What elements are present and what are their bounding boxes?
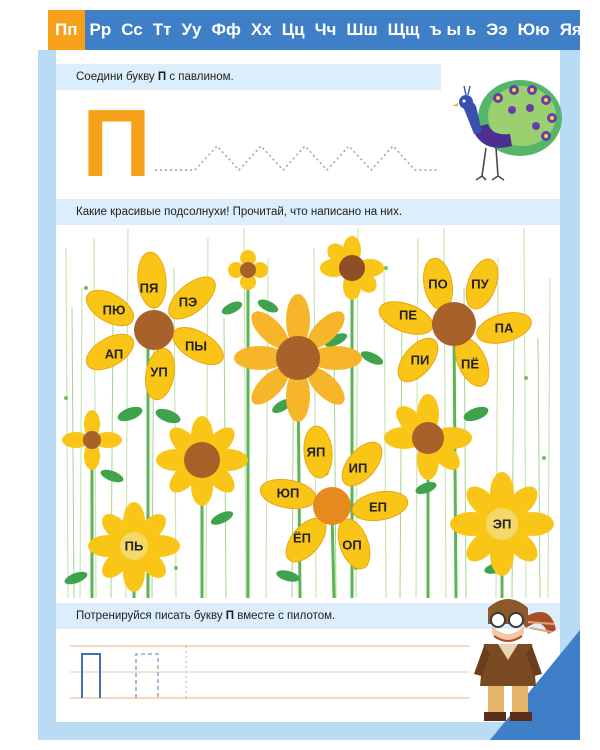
syllable-label: ОП bbox=[342, 537, 362, 553]
syllable-label: ПЭ bbox=[178, 294, 198, 310]
sunflower-small-left bbox=[62, 410, 122, 470]
syllable-label: ПЫ bbox=[184, 338, 208, 354]
syllable-label: АП bbox=[104, 346, 124, 362]
syllable-label: ПЕ bbox=[398, 307, 418, 323]
sunflower-top-middle bbox=[320, 236, 384, 300]
alphabet-item: Сс bbox=[121, 20, 143, 39]
traced-letter-p bbox=[82, 654, 100, 698]
alphabet-item: Фф bbox=[211, 20, 241, 39]
alphabet-item: ъ ы ь bbox=[429, 20, 477, 39]
sunflower-left-middle bbox=[156, 416, 248, 506]
syllable-label: ЁП bbox=[292, 530, 312, 546]
pilot-illustration bbox=[470, 590, 560, 725]
sunflower-right-middle bbox=[384, 394, 472, 480]
syllable-label: ПЯ bbox=[139, 280, 159, 296]
syllable-label: ЕП bbox=[368, 499, 388, 515]
peacock-illustration bbox=[452, 76, 562, 186]
instruction-letter: П bbox=[225, 610, 235, 622]
syllable-label: ЮП bbox=[276, 485, 300, 501]
alphabet-header bbox=[48, 10, 580, 50]
alphabet-item: Хх bbox=[250, 20, 272, 39]
alphabet-item: Цц bbox=[281, 20, 305, 39]
dotted-zigzag-path[interactable] bbox=[155, 138, 445, 178]
instruction-sunflowers: Какие красивые подсолнухи! Прочитай, что написано на них. bbox=[56, 199, 560, 225]
instruction-text: с павлином. bbox=[166, 71, 234, 83]
syllable-label: ПЁ bbox=[460, 356, 480, 372]
syllable-label: ПЮ bbox=[102, 302, 126, 318]
writing-practice-lines[interactable] bbox=[70, 640, 470, 710]
syllable-label: ИП bbox=[348, 460, 368, 476]
alphabet-item: Уу bbox=[181, 20, 202, 39]
syllable-label: ЯП bbox=[306, 444, 326, 460]
alphabet-item-active: Пп bbox=[48, 10, 85, 50]
syllable-label: ПО bbox=[428, 276, 448, 292]
instruction-letter: П bbox=[157, 71, 167, 83]
sunflower-scene bbox=[56, 228, 560, 598]
syllable-label: УП bbox=[150, 364, 168, 380]
alphabet-item: Рр bbox=[89, 20, 112, 39]
syllable-label: ПУ bbox=[471, 276, 489, 292]
instruction-text: Потренируйся писать букву bbox=[76, 610, 226, 622]
page-frame-left bbox=[38, 50, 56, 740]
dashed-letter-p bbox=[136, 654, 158, 698]
alphabet-item: Юю bbox=[517, 20, 550, 39]
instruction-text: Соедини букву bbox=[76, 71, 158, 83]
alphabet-item: Яя bbox=[559, 20, 582, 39]
alphabet-item: Ээ bbox=[486, 20, 508, 39]
alphabet-item: Тт bbox=[152, 20, 172, 39]
alphabet-item: Чч bbox=[314, 20, 337, 39]
alphabet-item: Щщ bbox=[387, 20, 420, 39]
big-letter-p: П bbox=[82, 90, 149, 197]
instruction-text: вместе с пилотом. bbox=[234, 610, 336, 622]
syllable-label: ПЬ bbox=[124, 538, 144, 554]
alphabet-item: Шш bbox=[346, 20, 378, 39]
instruction-connect-peacock bbox=[56, 64, 441, 90]
sunflower-small-top bbox=[228, 250, 268, 290]
syllable-label: ПИ bbox=[410, 352, 430, 368]
syllable-label: ЭП bbox=[492, 516, 512, 532]
sunflower-middle bbox=[234, 294, 362, 422]
syllable-label: ПА bbox=[494, 320, 514, 336]
